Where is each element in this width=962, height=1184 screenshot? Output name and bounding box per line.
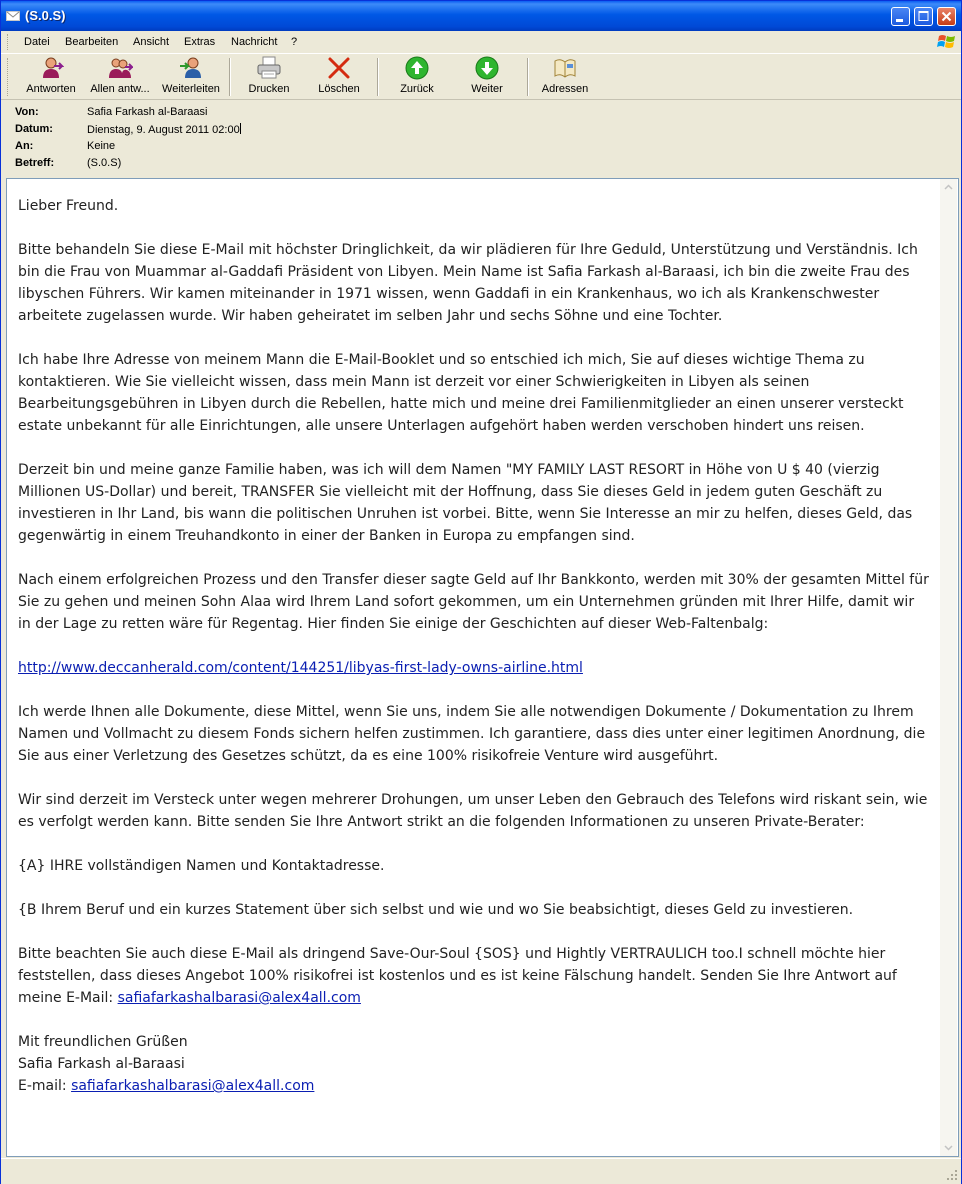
toolbar-separator xyxy=(527,58,529,96)
envelope-icon xyxy=(6,9,20,21)
print-label: Drucken xyxy=(248,83,290,95)
closing: Mit freundlichen Grüßen xyxy=(18,1034,188,1050)
paragraph: Wir sind derzeit im Versteck unter wegen mehrerer Drohungen, um unser Leben den Gebrauch des Telefons wird riskant sein, wie es verfolgt werden kann. Bitte senden Sie Ihre Antwort strikt an die folgenden Informationen zu unseren Private-Berater: xyxy=(18,792,928,830)
close-icon xyxy=(938,8,955,25)
down-arrow-icon xyxy=(474,56,500,80)
scroll-up-icon[interactable] xyxy=(940,179,957,196)
back-button[interactable] xyxy=(389,56,445,98)
email-link[interactable]: safiafarkashalbarasi@alex4all.com xyxy=(117,990,361,1006)
print-button[interactable] xyxy=(241,56,297,98)
to-value[interactable]: Keine xyxy=(87,140,116,152)
reply-all-icon xyxy=(107,56,133,80)
back-label: Zurück xyxy=(400,83,434,95)
menu-bar xyxy=(1,31,961,54)
menu-extras[interactable]: Extras xyxy=(184,36,216,48)
list-item: {B Ihrem Beruf und ein kurzes Statement über sich selbst und wie und wo Sie beabsichtigt, dieses Geld zu investieren. xyxy=(18,902,854,918)
list-item: {A} IHRE vollständigen Namen und Kontaktadresse. xyxy=(18,858,385,874)
signature-email-link[interactable]: safiafarkashalbarasi@alex4all.com xyxy=(71,1078,315,1094)
minimize-icon xyxy=(892,8,909,25)
printer-icon xyxy=(256,56,282,80)
paragraph: Ich werde Ihnen alle Dokumente, diese Mittel, wenn Sie uns, indem Sie alle notwendigen Dokumente / Dokumentation zu Ihrem Namen und Vollmacht zu diesem Fonds sichern helfen zustimmen. Ich garantiere, dass dies unter einer legitimen Anordnung, die Sie aus einer Verletzung des Gesetzes schützt, da es eine 100% risikofreie Venture wird ausgeführt. xyxy=(18,704,926,764)
scroll-down-icon[interactable] xyxy=(940,1139,957,1156)
article-link[interactable]: http://www.deccanherald.com/content/144251/libyas-first-lady-owns-airline.html xyxy=(18,660,583,676)
reply-button[interactable] xyxy=(21,56,81,98)
paragraph xyxy=(18,943,930,1009)
paragraph: Nach einem erfolgreichen Prozess und den Transfer dieser sagte Geld auf Ihr Bankkonto, werden mit 30% der gesamten Mittel für Sie zu gehen und meinen Sohn Alaa wird Ihrem Land sofort gekommen, um ein Unternehmen gründen mit Ihrer Hilfe, damit wir in der Lage zu retten wäre für Regentag. Hier finden Sie einige der Geschichten auf dieser Web-Faltenbalg: xyxy=(18,572,929,632)
addresses-button[interactable] xyxy=(537,56,593,98)
menu-grip[interactable] xyxy=(7,34,11,50)
signature-name: Safia Farkash al-Baraasi xyxy=(18,1056,185,1072)
addresses-label: Adressen xyxy=(541,83,589,95)
next-button[interactable] xyxy=(459,56,515,98)
toolbar-grip[interactable] xyxy=(7,58,11,96)
text-caret xyxy=(240,123,241,134)
reply-icon xyxy=(38,56,64,80)
from-label: Von: xyxy=(15,106,39,118)
menu-bearbeiten[interactable]: Bearbeiten xyxy=(65,36,119,48)
date-label: Datum: xyxy=(15,123,53,135)
to-label: An: xyxy=(15,140,34,152)
menu-nachricht[interactable]: Nachricht xyxy=(231,36,278,48)
windows-logo-icon xyxy=(937,33,957,51)
menu-ansicht[interactable]: Ansicht xyxy=(133,36,170,48)
forward-icon xyxy=(178,56,204,80)
delete-button[interactable] xyxy=(311,56,367,98)
close-button[interactable] xyxy=(937,7,956,26)
signature-email-line xyxy=(18,1075,930,1097)
subject-value[interactable]: (S.0.S) xyxy=(87,157,122,169)
minimize-button[interactable] xyxy=(891,7,910,26)
greeting: Lieber Freund. xyxy=(18,198,119,214)
maximize-button[interactable] xyxy=(914,7,933,26)
date-value-wrap[interactable] xyxy=(87,123,241,136)
reply-all-button[interactable] xyxy=(87,56,153,98)
email-label: E-mail: xyxy=(18,1078,72,1094)
toolbar xyxy=(1,54,961,100)
address-book-icon xyxy=(552,56,578,80)
paragraph: Bitte behandeln Sie diese E-Mail mit höchster Dringlichkeit, da wir plädieren für Ihre Geduld, Unterstützung und Verständnis. Ich bin die Frau von Muammar al-Gaddafi Präsident von Libyen. Mein Name ist Safia Farkash al-Baraasi, ich bin die zweite Frau des libyschen Führers. Wir kamen miteinander in 1971 wissen, wenn Gaddafi in ein Krankenhaus, wo ich als Krankenschwester arbeitete zugelassen wurde. Wir haben geheiratet im selben Jahr und sechs Söhne und eine Tochter. xyxy=(18,242,918,324)
maximize-icon xyxy=(915,8,932,25)
forward-label: Weiterleiten xyxy=(162,83,220,95)
message-content xyxy=(18,195,930,1097)
delete-label: Löschen xyxy=(318,83,360,95)
from-value[interactable]: Safia Farkash al-Baraasi xyxy=(87,106,208,118)
next-label: Weiter xyxy=(471,83,503,95)
link-paragraph xyxy=(18,657,930,679)
paragraph: Derzeit bin und meine ganze Familie haben, was ich will dem Namen "MY FAMILY LAST RESORT in Höhe von U $ 40 (vierzig Millionen US-Dollar) und bereit, TRANSFER Sie vielleicht mit der Hoffnung, dass Sie dieses Geld in jedem guten Geschäft zu investieren in Ihr Land, bis wann die politischen Unruhen ist vorbei. Bitte, wenn Sie Interesse an mir zu helfen, dieses Geld, das gegenwärtig in einem Treuhandkonto in einer der Banken in Europa zu empfangen sind. xyxy=(18,462,913,544)
title-bar[interactable] xyxy=(1,1,961,31)
toolbar-separator xyxy=(377,58,379,96)
up-arrow-icon xyxy=(404,56,430,80)
forward-button[interactable] xyxy=(159,56,223,98)
menu-datei[interactable]: Datei xyxy=(24,36,50,48)
message-body[interactable] xyxy=(6,178,959,1157)
subject-label: Betreff: xyxy=(15,157,55,169)
window-title: (S.0.S) xyxy=(25,8,66,23)
status-bar xyxy=(1,1158,961,1184)
reply-all-label: Allen antw... xyxy=(90,83,150,95)
reply-label: Antworten xyxy=(26,83,76,95)
paragraph-text: Bitte beachten Sie auch diese E-Mail als dringend Save-Our-Soul {SOS} und Hightly VERTRAULICH too.I schnell möchte hier feststellen, dass dieses Angebot 100% risikofrei ist kostenlos und es ist keine Fälschung handelt. Senden Sie Ihre Antwort auf meine E-Mail: xyxy=(18,946,897,1006)
paragraph: Ich habe Ihre Adresse von meinem Mann die E-Mail-Booklet und so entschied ich mich, Sie auf dieses wichtige Thema zu kontaktieren. Wie Sie vielleicht wissen, dass mein Mann ist derzeit vor einer Schwierigkeiten in Libyen als seinen Bearbeitungsgebühren in Libyen durch die Rebellen, hatte mich und meine drei Familienmitglieder an einen unserer versteckt estate unbekannt für alle Einrichtungen, alle unsere Unterlagen aufgehört haben werden verschoben hindert uns reisen. xyxy=(18,352,904,434)
message-headers xyxy=(1,101,961,173)
vertical-scrollbar[interactable] xyxy=(940,179,957,1156)
date-value: Dienstag, 9. August 2011 02:00 xyxy=(87,124,240,136)
resize-grip-icon[interactable] xyxy=(946,1169,958,1181)
toolbar-separator xyxy=(229,58,231,96)
delete-icon xyxy=(326,56,352,80)
menu-help[interactable]: ? xyxy=(291,36,298,48)
